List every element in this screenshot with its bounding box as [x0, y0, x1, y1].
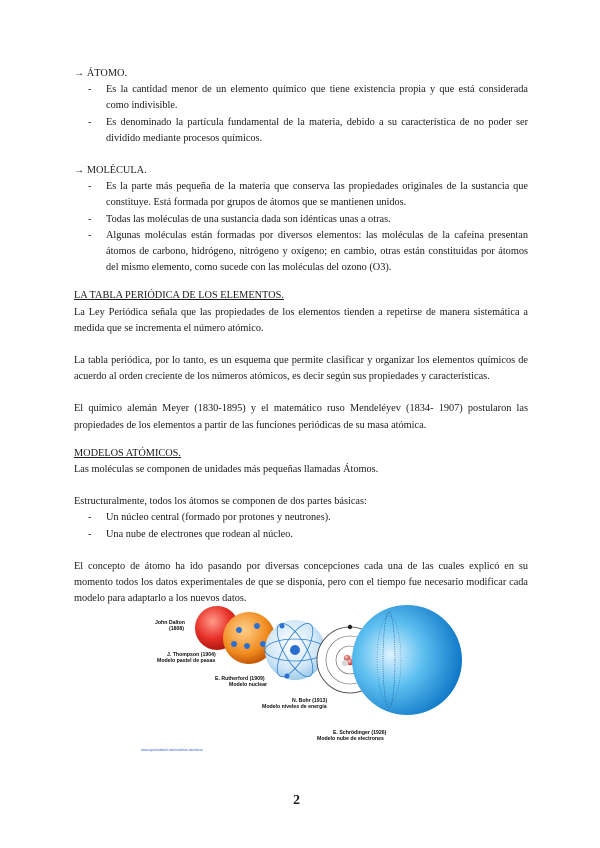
rutherford-model: Modelo nuclear: [229, 682, 268, 689]
atomic-models-illustration: [137, 600, 467, 760]
tabla-paragraph-2: La tabla periódica, por lo tanto, es un esquema que permite clasificar y organizar los elementos químicos de acuerdo al orden creciente de los números atómicos, es decir según sus propiedades y características.: [74, 355, 528, 383]
bohr-label: [262, 698, 327, 711]
page-number: 2: [293, 793, 300, 808]
list-item: - Un núcleo central (formado por protones y neutrones).: [106, 510, 528, 526]
molecula-list: [74, 179, 528, 276]
modelos-paragraph-3: El concepto de átomo ha ido pasando por diversas concepciones cada una de las cuales explicó en su momento todos los datos experimentales de que se disponía, pero con el tiempo fue necesario modificar cada modelo para adaptarlo a los nuevos datos.: [74, 560, 528, 605]
dalton-name: John Dalton: [155, 620, 185, 626]
dalton-year: (1808): [169, 626, 184, 633]
modelos-paragraph-2: Estructuralmente, todos los átomos se componen de dos partes básicas:: [74, 496, 367, 508]
schrodinger-name: E. Schrödinger (1926): [333, 730, 387, 736]
dalton-label: [155, 620, 185, 633]
rutherford-label: [215, 676, 267, 689]
schrodinger-label: [317, 730, 386, 743]
atomic-models-figure: [137, 600, 467, 760]
atomo-list: [74, 82, 528, 147]
list-item: - Es la cantidad menor de un elemento químico que tiene existencia propia y que está considerada como indivisible.: [106, 82, 528, 114]
schrodinger-sphere: [352, 605, 462, 715]
rutherford-name: E. Rutherford (1909): [215, 676, 265, 682]
molecula-heading: → MOLÉCULA.: [74, 165, 147, 177]
list-item: - Algunas moléculas están formadas por diversos elementos: las moléculas de la cafeína presentan átomos de carbono, hidrógeno, nitrógeno y oxígeno; en cambio, otras están constituidas por átomos del mismo elemento, como sucede con las moléculas del ozono (O3).: [106, 228, 528, 277]
list-item: - Una nube de electrones que rodean al núcleo.: [106, 527, 528, 543]
figure-caption: www.quimicafacil.net/modelos-atomicos: [141, 748, 203, 752]
document-body: [74, 66, 528, 607]
thomson-label: [157, 652, 216, 665]
atomo-heading: → ÁTOMO.: [74, 68, 128, 79]
bohr-name: N. Bohr (1913): [292, 698, 328, 704]
list-item: - Todas las moléculas de una sustancia dada son idénticas unas a otras.: [106, 212, 528, 228]
modelos-paragraph-1: Las moléculas se componen de unidades más pequeñas llamadas Átomos.: [74, 464, 379, 476]
thomson-name: J. Thompson (1904): [167, 652, 216, 658]
list-item: - Es denominado la partícula fundamental de la materia, debido a su característica de no poder ser dividido mediante procesos químicos.: [106, 115, 528, 147]
modelos-list: [74, 510, 528, 542]
tabla-title: LA TABLA PERIÓDICA DE LOS ELEMENTOS.: [74, 290, 284, 302]
list-item: - Es la parte más pequeña de la materia que conserva las propiedades originales de la sustancia que constituye. Está formada por grupos de átomos que se mantienen unidos.: [106, 179, 528, 211]
modelos-title: MODELOS ATÓMICOS.: [74, 447, 181, 459]
tabla-paragraph-1: La Ley Periódica señala que las propiedades de los elementos tienden a repetirse de manera sistemática a medida que se incrementa el número atómico.: [74, 306, 528, 334]
thomson-model: Modelo pastel de pasas: [157, 658, 216, 665]
schrodinger-model: Modelo nube de electrones: [317, 736, 384, 743]
tabla-paragraph-3: El químico alemán Meyer (1830-1895) y el matemático ruso Mendeléyev (1834- 1907) postularon las propiedades de los elementos a partir de las funciones periódicas de su masa atómica.: [74, 403, 528, 431]
bohr-model: Modelo niveles de energía: [262, 704, 327, 711]
